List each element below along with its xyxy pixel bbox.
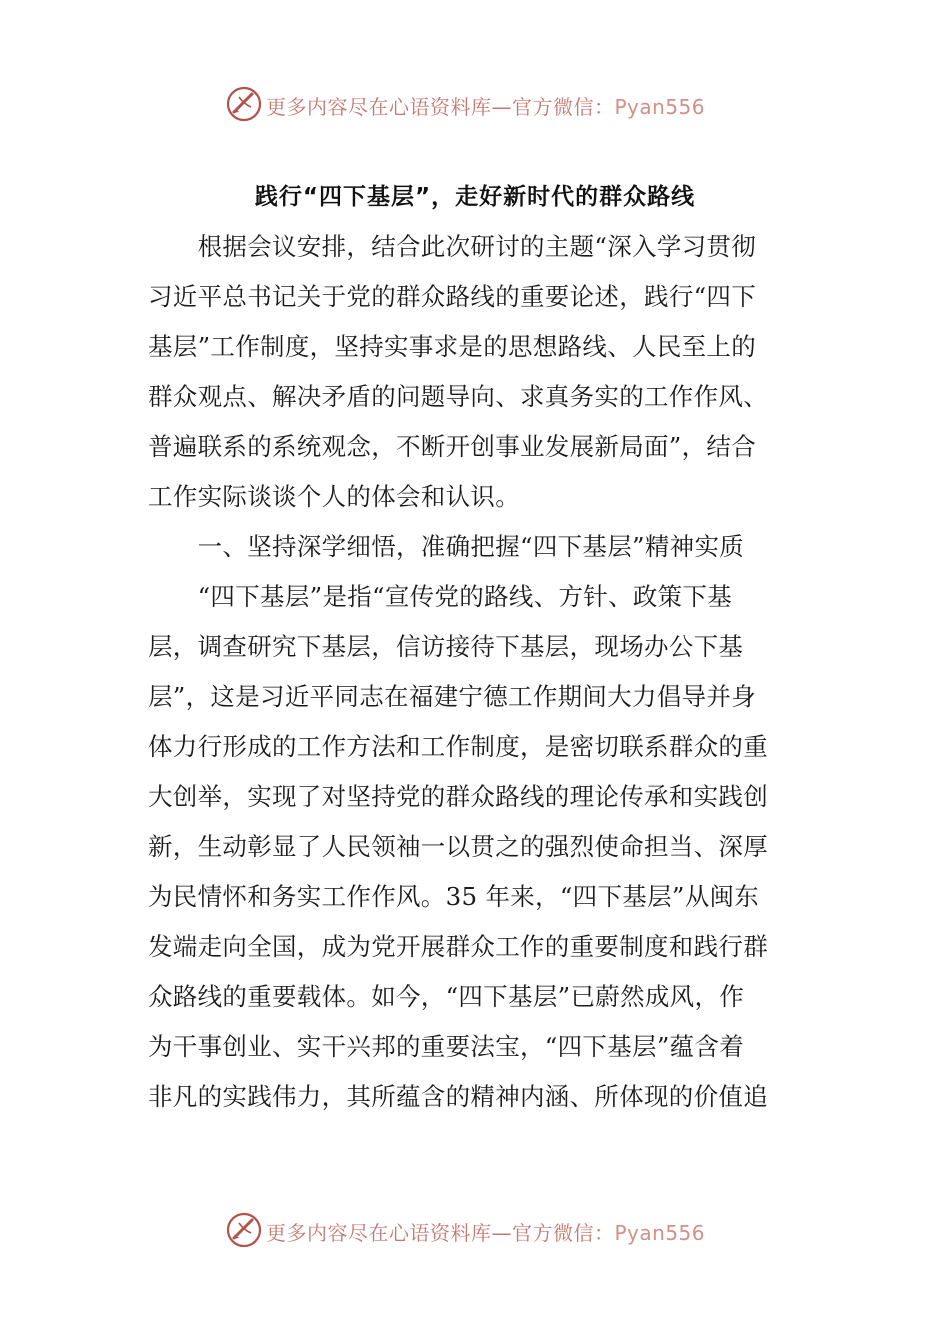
body-line: 为民情怀和务实工作作风。35 年来，“四下基层”从闽东 xyxy=(148,882,760,911)
body-line: 群众观点、解决矛盾的问题导向、求真务实的工作作风、 xyxy=(148,382,768,411)
banner-text: 更多内容尽在心语资料库—官方微信：Pyan556 xyxy=(266,95,706,119)
pen-logo-icon xyxy=(225,85,263,123)
body-line: 新，生动彰显了人民领袖一以贯之的强烈使命担当、深厚 xyxy=(148,832,768,861)
body-line: 根据会议安排，结合此次研讨的主题“深入学习贯彻 xyxy=(148,232,757,261)
header-banner xyxy=(0,82,950,126)
body-line: 非凡的实践伟力，其所蕴含的精神内涵、所体现的价值追 xyxy=(148,1082,768,1111)
document-body xyxy=(148,222,808,1122)
section-heading: 一、坚持深学细悟，准确把握“四下基层”精神实质 xyxy=(148,532,745,561)
body-line: 大创举，实现了对坚持党的群众路线的理论传承和实践创 xyxy=(148,782,768,811)
footer-banner xyxy=(0,1208,950,1252)
body-line: 为干事创业、实干兴邦的重要法宝，“四下基层”蕴含着 xyxy=(148,1032,745,1061)
body-line: 习近平总书记关于党的群众路线的重要论述，践行“四下 xyxy=(148,282,757,311)
pen-logo-icon xyxy=(225,1211,263,1249)
body-line: 层”，这是习近平同志在福建宁德工作期间大力倡导并身 xyxy=(148,682,757,711)
body-line: 体力行形成的工作方法和工作制度，是密切联系群众的重 xyxy=(148,732,768,761)
body-line: “四下基层”是指“宣传党的路线、方针、政策下基 xyxy=(148,582,733,611)
body-line: 基层”工作制度，坚持实事求是的思想路线、人民至上的 xyxy=(148,332,757,361)
body-line: 发端走向全国，成为党开展群众工作的重要制度和践行群 xyxy=(148,932,768,961)
body-line: 众路线的重要载体。如今，“四下基层”已蔚然成风，作 xyxy=(148,982,745,1011)
body-line: 普遍联系的系统观念，不断开创事业发展新局面”，结合 xyxy=(148,432,757,461)
document-title: 践行“四下基层”，走好新时代的群众路线 xyxy=(254,184,696,210)
body-line: 层，调查研究下基层，信访接待下基层，现场办公下基 xyxy=(148,632,744,661)
banner-text: 更多内容尽在心语资料库—官方微信：Pyan556 xyxy=(266,1221,706,1245)
body-line: 工作实际谈谈个人的体会和认识。 xyxy=(148,482,520,511)
